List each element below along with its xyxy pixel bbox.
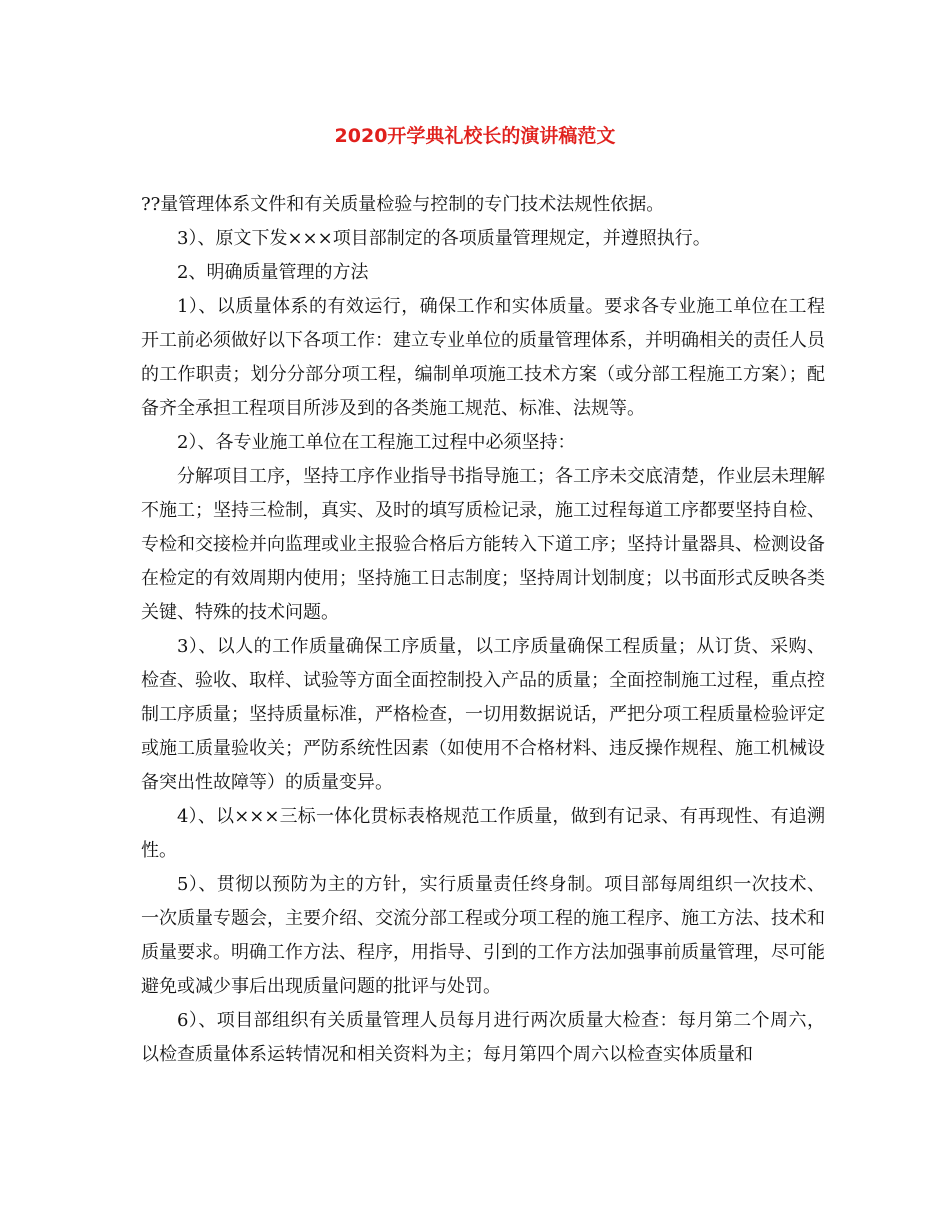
document-body	[141, 188, 825, 1072]
document-title: 2020开学典礼校长的演讲稿范文	[334, 125, 616, 147]
paragraph-3: 2、明确质量管理的方法	[177, 262, 369, 283]
paragraph-9: 5）、贯彻以预防为主的方针，实行质量责任终身制。项目部每周组织一次技术、一次质量专题会，主要介绍、交流分部工程或分项工程的施工程序、施工方法、技术和质量要求。明确工作方法、程序，用指导、引到的工作方法加强事前质量管理，尽可能避免或减少事后出现质量问题的批评与处罚。	[141, 874, 825, 997]
paragraph-7: 3）、以人的工作质量确保工序质量，以工序质量确保工程质量；从订货、采购、检查、验收、取样、试验等方面全面控制投入产品的质量；全面控制施工过程，重点控制工序质量；坚持质量标准，严格检查，一切用数据说话，严把分项工程质量检验评定或施工质量验收关；严防系统性因素（如使用不合格材料、违反操作规程、施工机械设备突出性故障等）的质量变异。	[141, 636, 825, 793]
paragraph-6: 分解项目工序，坚持工序作业指导书指导施工；各工序未交底清楚，作业层未理解不施工；坚持三检制，真实、及时的填写质检记录，施工过程每道工序都要坚持自检、专检和交接检并向监理或业主报验合格后方能转入下道工序；坚持计量器具、检测设备在检定的有效周期内使用；坚持施工日志制度；坚持周计划制度；以书面形式反映各类关键、特殊的技术问题。	[141, 466, 825, 623]
paragraph-8: 4）、以×××三标一体化贯标表格规范工作质量，做到有记录、有再现性、有追溯性。	[141, 806, 825, 861]
paragraph-5: 2）、各专业施工单位在工程施工过程中必须坚持：	[177, 432, 576, 453]
paragraph-1: ??量管理体系文件和有关质量检验与控制的专门技术法规性依据。	[141, 194, 665, 215]
paragraph-4: 1）、以质量体系的有效运行，确保工作和实体质量。要求各专业施工单位在工程开工前必须做好以下各项工作：建立专业单位的质量管理体系，并明确相关的责任人员的工作职责；划分分部分项工程，编制单项施工技术方案（或分部工程施工方案）；配备齐全承担工程项目所涉及到的各类施工规范、标准、法规等。	[141, 296, 825, 419]
paragraph-2: 3）、原文下发×××项目部制定的各项质量管理规定，并遵照执行。	[177, 228, 711, 249]
paragraph-10: 6）、项目部组织有关质量管理人员每月进行两次质量大检查：每月第二个周六，以检查质量体系运转情况和相关资料为主；每月第四个周六以检查实体质量和	[141, 1010, 825, 1065]
